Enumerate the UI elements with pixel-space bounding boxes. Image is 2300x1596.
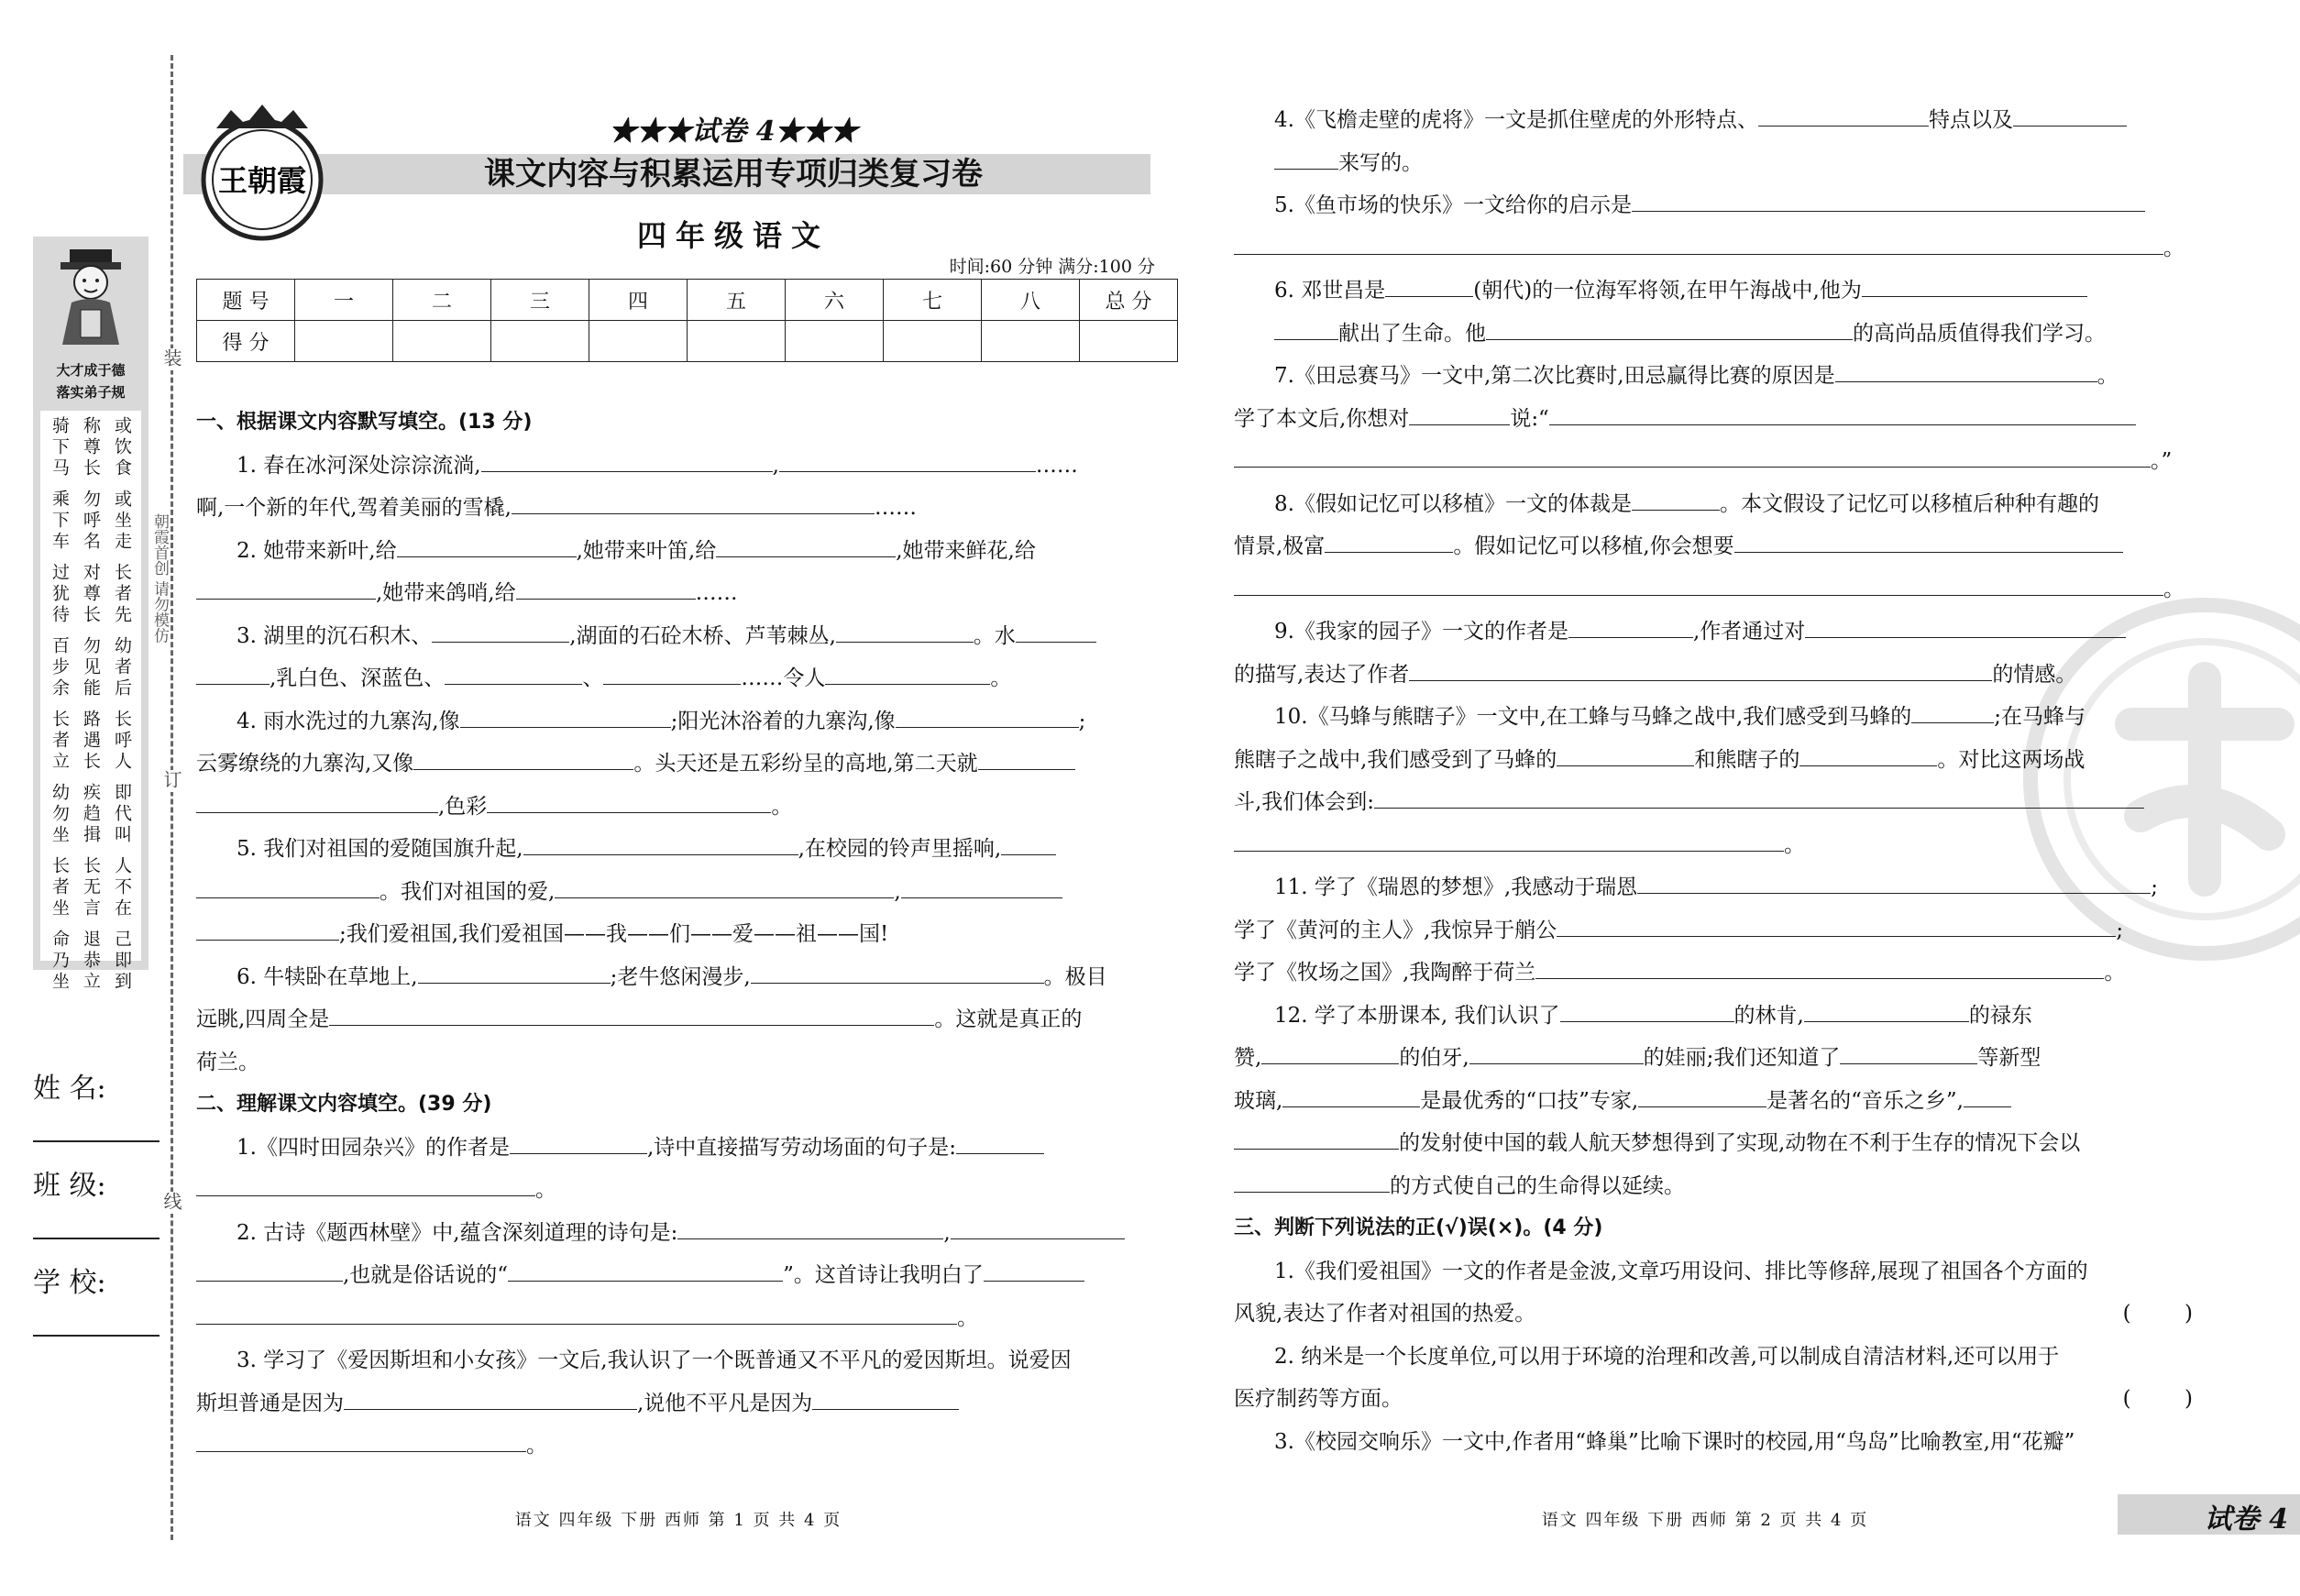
blank[interactable] — [196, 1262, 343, 1282]
score-table — [196, 279, 1178, 362]
question-3-cont: ,乳白色、深蓝色、 、 ……令人 。 — [196, 657, 1153, 700]
blank[interactable] — [1632, 193, 2145, 212]
motto-column: 幼勿坐 — [50, 783, 70, 846]
question-5-cont2: ;我们爱祖国,我们爱祖国——我——们——爱——祖——国! — [196, 913, 1153, 956]
binding-strip — [0, 0, 183, 1596]
blank[interactable] — [1234, 236, 2163, 255]
question-a7: 7.《田忌赛马》一文中,第二次比赛时,田忌赢得比赛的原因是 。 — [1274, 364, 2118, 388]
blank[interactable] — [1274, 321, 1338, 340]
blank[interactable] — [677, 1220, 943, 1239]
section2-title: 二、理解课文内容填空。(39 分) — [196, 1093, 492, 1116]
score-cell[interactable] — [688, 321, 786, 362]
score-header-cell: 七 — [884, 280, 982, 321]
question-a10-cont2: 斗,我们体会到: — [1234, 781, 2193, 824]
judge-1-cont: 风貌,表达了作者对祖国的热爱。 ( ) — [1234, 1293, 2193, 1336]
blank[interactable] — [1535, 960, 2104, 979]
exam-tag: 试卷 4 — [2204, 1503, 2288, 1535]
motto-column: 人不在 — [112, 856, 132, 919]
blank[interactable] — [984, 1262, 1084, 1282]
score-header-cell: 八 — [982, 280, 1080, 321]
blank[interactable] — [196, 794, 438, 813]
blank[interactable] — [1385, 278, 1473, 297]
school-label: 学 校: — [33, 1267, 106, 1299]
question-a10-cont3: 。 — [1234, 824, 2193, 867]
motto-column: 疾趋揖 — [81, 783, 101, 846]
blank[interactable] — [1557, 918, 2116, 937]
blank[interactable] — [1282, 1088, 1420, 1107]
blank[interactable] — [523, 836, 798, 855]
motto-column: 路遇长 — [81, 710, 101, 773]
blank[interactable] — [196, 1177, 535, 1196]
binding-dashed-line — [171, 55, 173, 1540]
blank[interactable] — [1234, 448, 2151, 468]
blank[interactable] — [1374, 789, 2144, 809]
score-header-cell: 题 号 — [197, 280, 295, 321]
exam-number: ★★★试卷 4★★★ — [609, 116, 858, 148]
blank[interactable] — [1804, 1003, 1969, 1022]
question-a4: 4.《飞檐走壁的虎将》一文是抓住壁虎的外形特点、 特点以及 — [1234, 99, 2193, 142]
question-a8: 8.《假如记忆可以移植》一文的体裁是 。本文假设了记忆可以移植后种种有趣的 — [1274, 491, 2099, 516]
score-header-cell: 三 — [491, 280, 589, 321]
blank[interactable] — [812, 1391, 959, 1410]
motto-columns — [40, 411, 141, 993]
question-6: 6. 牛犊卧在草地上, ;老牛悠闲漫步, 。极目 — [237, 964, 1107, 989]
blank[interactable] — [1409, 406, 1510, 425]
blank[interactable] — [1805, 619, 2126, 638]
blank[interactable] — [751, 964, 1044, 984]
score-row-label: 得 分 — [197, 321, 295, 362]
question-9-cont: 斯坦普通是因为 ,说他不平凡是因为 — [196, 1382, 1153, 1425]
blank[interactable] — [1637, 875, 2151, 894]
blank[interactable] — [510, 1135, 647, 1154]
blank[interactable] — [1835, 363, 2097, 382]
question-a12-cont2: 玻璃, 是最优秀的“口技”专家, 是著名的“音乐之乡”, — [1234, 1080, 2193, 1123]
logo-text: 王朝霞 — [217, 163, 307, 198]
motto-column: 或饮食 — [112, 416, 132, 479]
blank[interactable] — [825, 666, 990, 685]
blank[interactable] — [1469, 1045, 1644, 1064]
question-8-cont2: 。 — [196, 1297, 1153, 1340]
blank[interactable] — [1234, 577, 2163, 596]
blank[interactable] — [481, 453, 773, 472]
motto-column: 幼者后 — [112, 636, 132, 699]
blank[interactable] — [956, 1135, 1044, 1154]
question-4-cont2: ,色彩 。 — [196, 786, 1153, 829]
blank[interactable] — [196, 666, 270, 685]
subject-title: 四年级语文 — [636, 218, 830, 253]
score-cell[interactable] — [491, 321, 589, 362]
blank[interactable] — [1409, 662, 1992, 681]
blank[interactable] — [1274, 150, 1338, 170]
score-header-cell: 六 — [786, 280, 884, 321]
blank[interactable] — [413, 751, 633, 770]
blank[interactable] — [1964, 1088, 2011, 1107]
section1-title: 一、根据课文内容默写填空。(13 分) — [196, 411, 533, 434]
question-a12-cont: 赞, 的伯牙, 的娃丽;我们还知道了 等新型 — [1234, 1046, 2041, 1070]
motto-column: 长者立 — [50, 710, 70, 773]
blank[interactable] — [432, 623, 569, 643]
footer-page2: 语文 四年级 下册 西师 第 2 页 共 4 页 — [1541, 1511, 1869, 1530]
blank[interactable] — [196, 921, 339, 941]
blank[interactable] — [512, 495, 875, 514]
question-a11-cont: 学了《黄河的主人》,我惊异于艄公 ; — [1234, 918, 2124, 942]
class-label: 班 级: — [33, 1170, 106, 1202]
question-a8-cont: 情景,极富 。假如记忆可以移植,你会想要 — [1234, 525, 2193, 568]
page2-content — [1234, 99, 2193, 1463]
question-a10: 10.《马蜂与熊瞎子》一文中,在工蜂与马蜂之战中,我们感受到马蜂的 ;在马蜂与 — [1274, 705, 2085, 729]
blank[interactable] — [555, 879, 894, 898]
bind-word-3: 线 — [154, 1192, 185, 1214]
motto-column: 己即到 — [112, 930, 132, 993]
question-8: 2. 古诗《题西林壁》中,蕴含深刻道理的诗句是: , — [196, 1212, 1153, 1255]
motto-column: 长呼人 — [112, 710, 132, 773]
name-field[interactable] — [33, 1140, 160, 1142]
section3-title: 三、判断下列说法的正(√)误(×)。(4 分) — [1234, 1216, 1603, 1239]
question-5: 5. 我们对祖国的爱随国旗升起, ,在校园的铃声里摇响, — [196, 828, 1153, 871]
blank[interactable] — [951, 1220, 1125, 1239]
judge-2-answer[interactable]: ( ) — [2122, 1387, 2193, 1411]
footer-page1: 语文 四年级 下册 西师 第 1 页 共 4 页 — [514, 1511, 842, 1530]
class-field[interactable] — [33, 1238, 160, 1239]
blank[interactable] — [978, 751, 1075, 770]
blank[interactable] — [1840, 1045, 1977, 1064]
blank[interactable] — [1758, 107, 1929, 127]
blank[interactable] — [836, 623, 974, 643]
blank[interactable] — [1234, 1173, 1390, 1193]
motto-column: 或坐走 — [112, 490, 132, 553]
score-header-cell: 五 — [688, 280, 786, 321]
blank[interactable] — [418, 964, 611, 984]
motto-box — [33, 237, 149, 993]
score-cell[interactable] — [982, 321, 1080, 362]
scholar-illustration-icon — [44, 246, 138, 347]
motto-column: 长者先 — [112, 563, 132, 626]
question-2-cont: ,她带来鸽哨,给 …… — [196, 572, 1153, 615]
question-6-cont: 远眺,四周全是 。这就是真正的 — [196, 1007, 1083, 1031]
question-a6: 6. 邓世昌是 (朝代)的一位海军将领,在甲午海战中,他为 — [1234, 270, 2193, 313]
blank[interactable] — [1557, 747, 1694, 766]
question-a9: 9.《我家的园子》一文的作者是 ,作者通过对 — [1234, 611, 2193, 654]
blank[interactable] — [329, 1007, 934, 1026]
question-1-cont: 啊,一个新的年代,驾着美丽的雪橇, …… — [196, 496, 917, 520]
blank[interactable] — [196, 1433, 526, 1452]
judge-3: 3.《校园交响乐》一文中,作者用“蜂巢”比喻下课时的校园,用“鸟岛”比喻教室,用“花瓣” — [1274, 1429, 2075, 1454]
motto-column: 骑下马 — [50, 416, 70, 479]
score-header-cell: 二 — [393, 280, 491, 321]
blank[interactable] — [196, 879, 380, 898]
motto-column: 长无言 — [81, 856, 101, 919]
blank[interactable] — [516, 580, 696, 600]
question-7: 1.《四时田园杂兴》的作者是 ,诗中直接描写劳动场面的句子是: — [196, 1127, 1153, 1170]
question-a7-cont: 学了本文后,你想对 说:“ — [1234, 398, 2193, 441]
blank[interactable] — [1261, 1045, 1399, 1064]
question-a11-cont2: 学了《牧场之国》,我陶醉于荷兰 。 — [1234, 961, 2126, 985]
blank[interactable] — [1001, 836, 1056, 855]
blank[interactable] — [344, 1391, 637, 1410]
motto-column: 命乃坐 — [50, 930, 70, 993]
blank[interactable] — [1632, 491, 1720, 511]
question-a12-cont4: 的方式使自己的生命得以延续。 — [1234, 1165, 2193, 1208]
blank[interactable] — [1234, 832, 1784, 852]
motto-column: 长者坐 — [50, 856, 70, 919]
score-header-cell: 一 — [295, 280, 393, 321]
question-a12: 12. 学了本册课本, 我们认识了 的林肯, 的禄东 — [1274, 1003, 2032, 1028]
blank[interactable] — [445, 666, 582, 685]
blank[interactable] — [1486, 321, 1853, 340]
school-field[interactable] — [33, 1335, 160, 1337]
question-a12-cont3: 的发射使中国的载人航天梦想得到了实现,动物在不利于生存的情况下会以 — [1234, 1122, 2193, 1165]
motto-column: 称尊长 — [81, 416, 101, 479]
motto-title: 大才成于德 落实弟子规 — [56, 362, 126, 401]
question-a9-cont: 的描写,表达了作者 的情感。 — [1234, 662, 2077, 687]
score-header-row — [197, 280, 1178, 321]
score-cell[interactable] — [295, 321, 393, 362]
score-cell[interactable] — [786, 321, 884, 362]
judge-1: 1.《我们爱祖国》一文的作者是金波,文章巧用设问、排比等修辞,展现了祖国各个方面的 — [1274, 1259, 2088, 1283]
blank[interactable] — [508, 1262, 783, 1282]
page1-content — [196, 402, 1153, 1468]
score-cell[interactable] — [589, 321, 688, 362]
score-header-cell: 总 分 — [1080, 280, 1178, 321]
question-a10-cont: 熊瞎子之战中,我们感受到了马蜂的 和熊瞎子的 。对比这两场战 — [1234, 747, 2085, 772]
question-7-cont: 。 — [196, 1169, 1153, 1212]
motto-column: 百步余 — [50, 636, 70, 699]
score-cell[interactable] — [393, 321, 491, 362]
blank[interactable] — [1560, 1003, 1734, 1022]
question-2: 2. 她带来新叶,给 ,她带来叶笛,给 ,她带来鲜花,给 — [237, 538, 1036, 563]
blank[interactable] — [901, 879, 1062, 898]
motto-column: 过犹待 — [50, 563, 70, 626]
blank[interactable] — [196, 580, 376, 600]
blank[interactable] — [1862, 278, 2087, 297]
blank[interactable] — [487, 794, 771, 813]
blank[interactable] — [397, 538, 577, 557]
judge-2: 2. 纳米是一个长度单位,可以用于环境的治理和改善,可以制成自清洁材料,还可以用于 — [1274, 1344, 2060, 1369]
score-value-row — [197, 321, 1178, 362]
time-info: 时间:60 分钟 满分:100 分 — [949, 257, 1155, 277]
question-3: 3. 湖里的沉石积木、 ,湖面的石砼木桥、芦苇棘丛, 。水 — [196, 615, 1153, 658]
blank[interactable] — [196, 1305, 957, 1325]
blank[interactable] — [779, 453, 1036, 472]
blank[interactable] — [716, 538, 896, 557]
question-5-cont: 。我们对祖国的爱, , — [196, 871, 1153, 914]
motto-column: 退恭立 — [81, 930, 101, 993]
blank[interactable] — [1911, 704, 1994, 723]
question-6-cont2: 荷兰。 — [196, 1050, 259, 1074]
question-a5: 5.《鱼市场的快乐》一文给你的启示是 — [1234, 184, 2193, 227]
question-1: 1. 春在冰河深处淙淙流淌, , …… — [237, 453, 1078, 478]
question-9-cont2: 。 — [196, 1425, 1153, 1468]
name-label: 姓 名: — [33, 1073, 106, 1105]
question-a4-cont: 来写的。 — [1234, 142, 2193, 185]
question-9: 3. 学习了《爱因斯坦和小女孩》一文后,我认识了一个既普通又不平凡的爱因斯坦。说爱因 — [237, 1348, 1072, 1372]
blank[interactable] — [1734, 534, 2123, 553]
blank[interactable] — [1325, 534, 1453, 553]
motto-column: 乘下车 — [50, 490, 70, 553]
blank[interactable] — [1234, 1130, 1399, 1150]
question-a7-cont2: 。” — [1234, 440, 2193, 483]
vertical-note: 朝霞首创 请勿模仿 — [150, 513, 169, 644]
bind-word-2: 订 — [154, 770, 185, 792]
blank[interactable] — [1549, 406, 2136, 425]
score-header-cell: 四 — [589, 280, 688, 321]
brand-logo-icon — [189, 101, 336, 248]
question-a11: 11. 学了《瑞恩的梦想》,我感动于瑞恩 ; — [1274, 875, 2158, 899]
motto-column: 即代叫 — [112, 783, 132, 846]
judge-1-answer[interactable]: ( ) — [2122, 1302, 2193, 1326]
question-4: 4. 雨水洗过的九寨沟,像 ;阳光沐浴着的九寨沟,像 ; — [237, 709, 1086, 733]
blank[interactable] — [1016, 623, 1096, 643]
exam-title: 课文内容与积累运用专项归类复习卷 — [484, 156, 983, 193]
question-a5-cont: 。 — [1234, 227, 2193, 270]
blank[interactable] — [1568, 619, 1693, 638]
blank[interactable] — [1799, 747, 1937, 766]
motto-column: 对尊长 — [81, 563, 101, 626]
motto-column: 勿见能 — [81, 636, 101, 699]
motto-column: 勿呼名 — [81, 490, 101, 553]
blank[interactable] — [460, 709, 671, 728]
question-4-cont: 云雾缭绕的九寨沟,又像 。头天还是五彩纷呈的高地,第二天就 — [196, 743, 1153, 786]
question-a8-cont2: 。 — [1234, 568, 2193, 611]
score-cell[interactable] — [1080, 321, 1178, 362]
bind-word-1: 装 — [154, 348, 185, 370]
blank[interactable] — [1638, 1088, 1766, 1107]
blank[interactable] — [896, 709, 1079, 728]
score-cell[interactable] — [884, 321, 982, 362]
judge-2-cont: 医疗制药等方面。 ( ) — [1234, 1378, 2193, 1421]
question-8-cont: ,也就是俗话说的“ ”。这首诗让我明白了 — [196, 1254, 1153, 1297]
question-a6-cont: 献出了生命。他 的高尚品质值得我们学习。 — [1234, 313, 2193, 356]
blank[interactable] — [603, 666, 741, 685]
blank[interactable] — [2013, 107, 2127, 127]
